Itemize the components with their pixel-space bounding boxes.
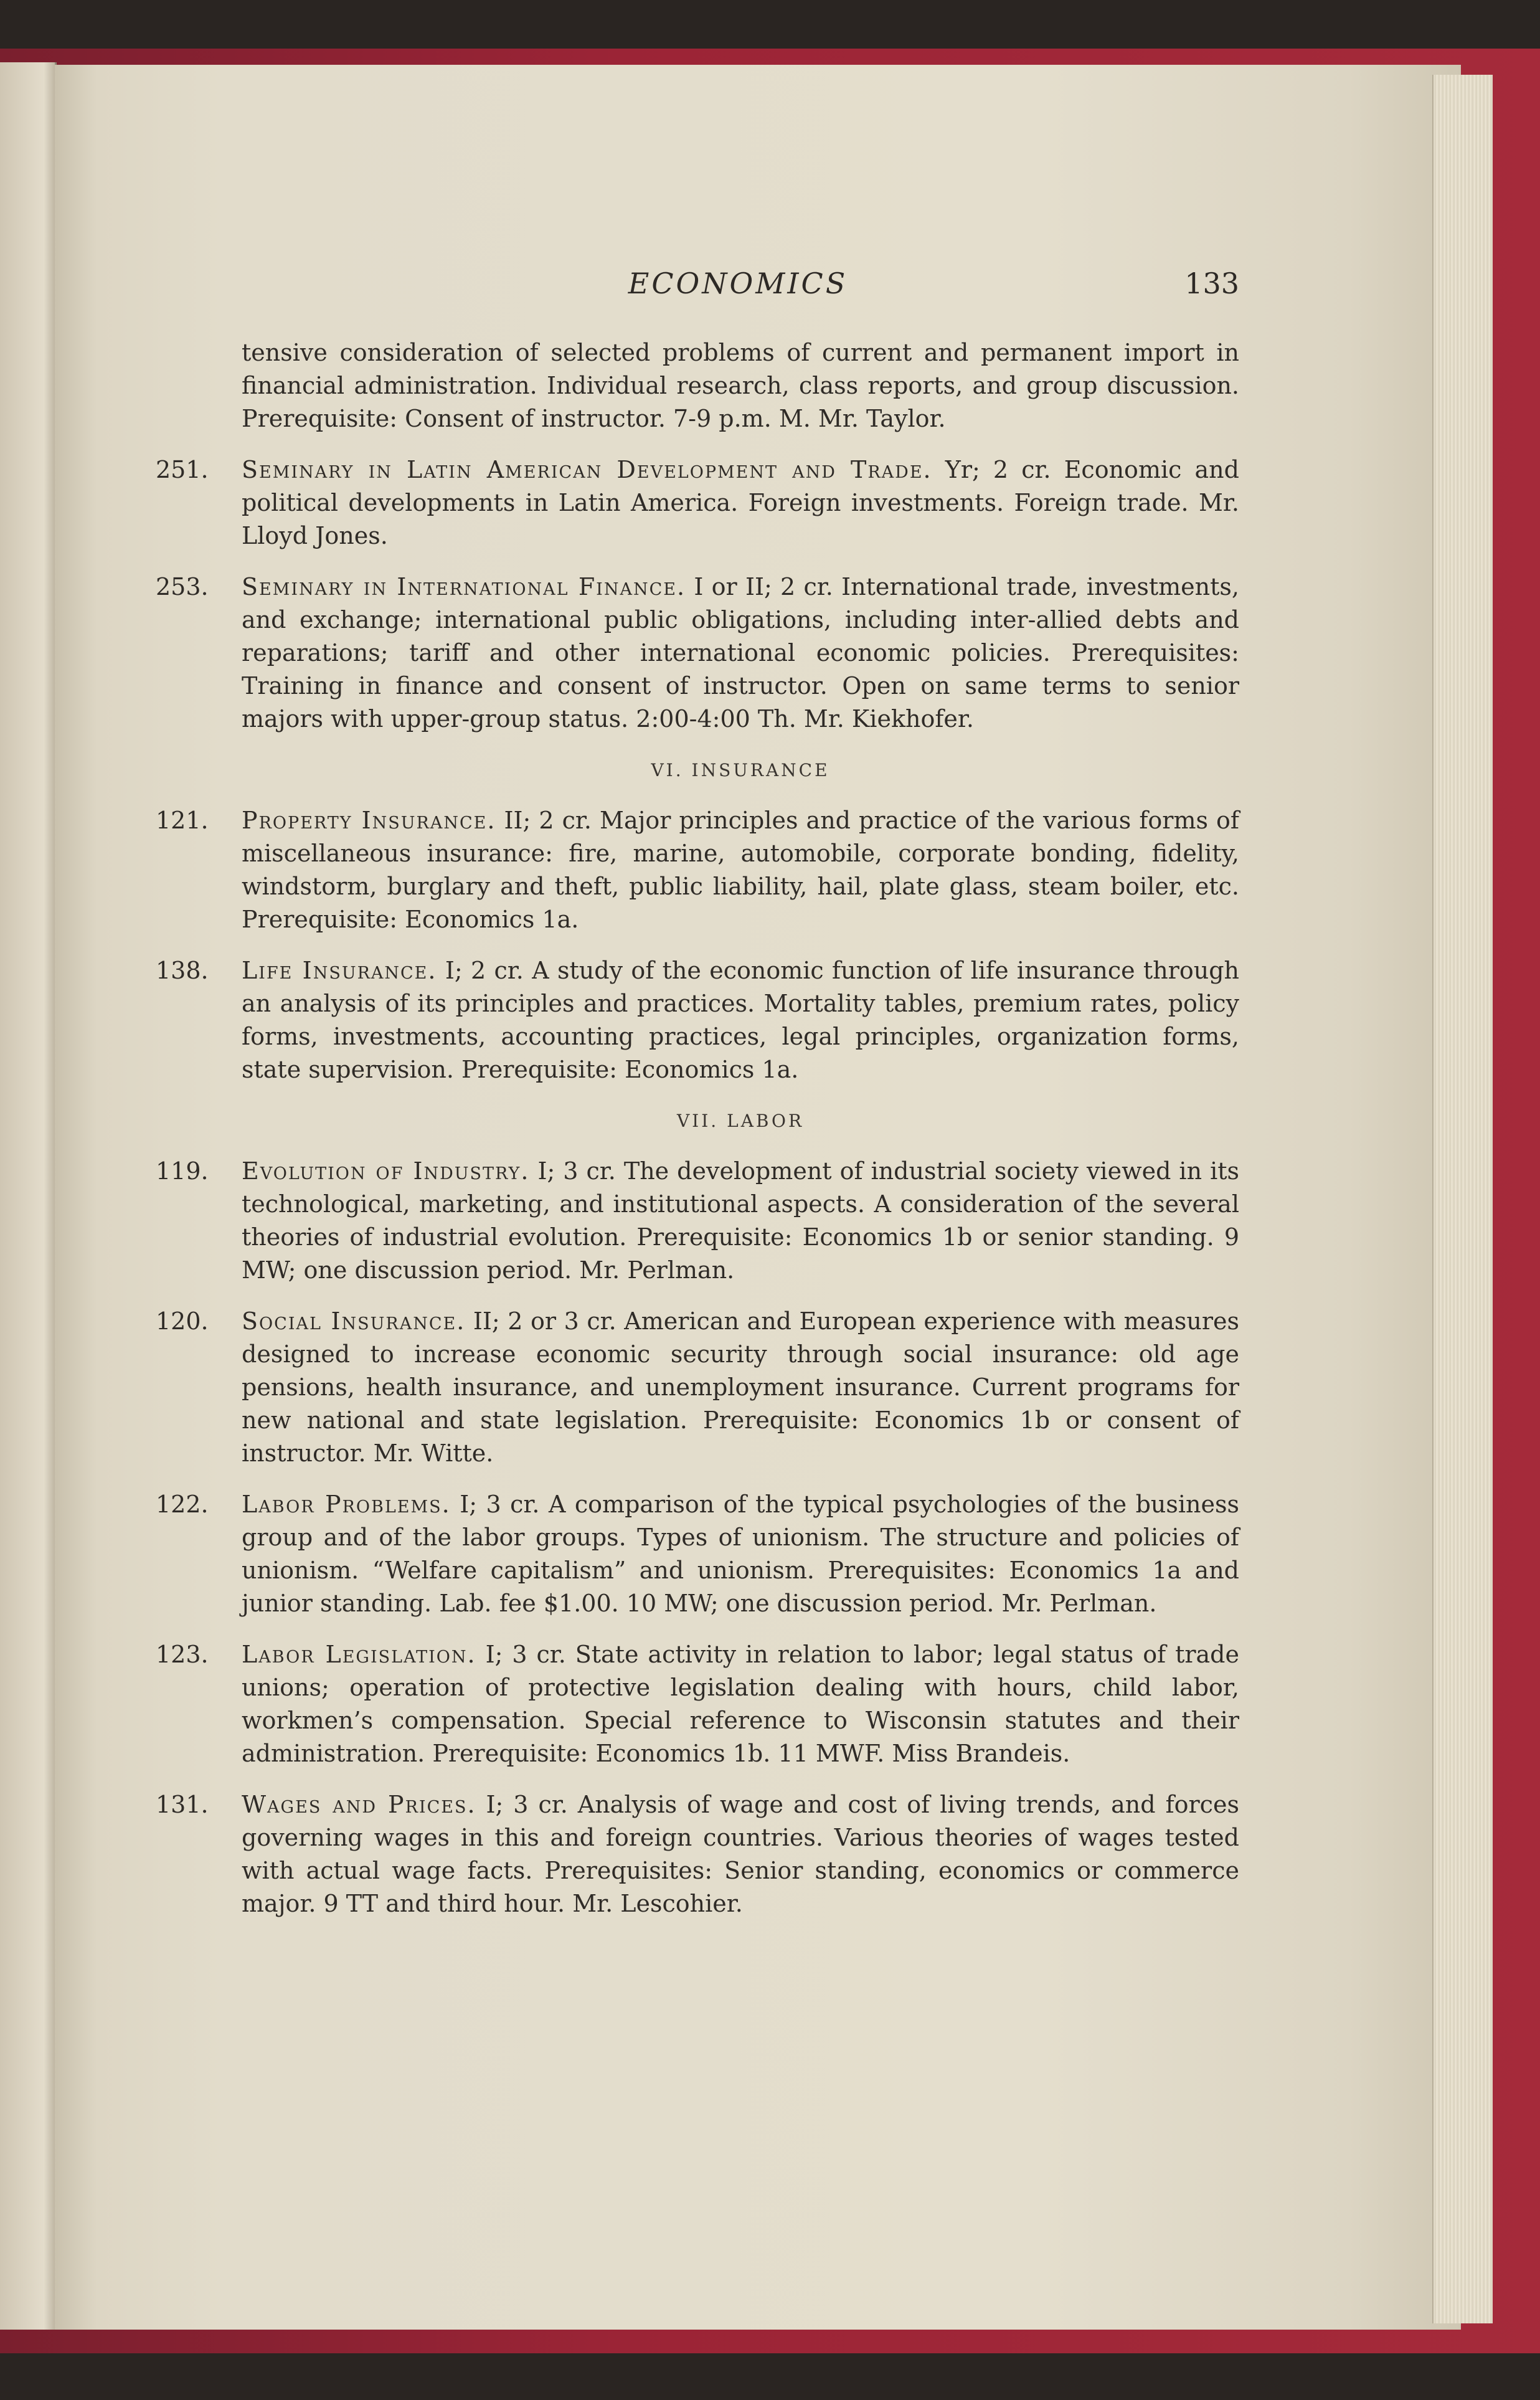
course-title: Social Insurance. xyxy=(242,1307,466,1335)
section-heading-labor: VII. LABOR xyxy=(676,1111,805,1131)
course-number: 120. xyxy=(156,1307,209,1335)
course-description: I; 2 cr. A study of the economic function of life insurance through an analysis of its principles and practices. Mortality tables, premium rates, policy forms, investments, accounting practices, legal principles, organization forms, state supervision. Prerequisite: Economics 1a. xyxy=(242,957,1239,1083)
course-entry xyxy=(156,804,1239,936)
course-number: 119. xyxy=(156,1157,209,1185)
course-entry xyxy=(156,1488,1239,1620)
page-number: 133 xyxy=(1184,267,1239,300)
course-title: Property Insurance. xyxy=(242,807,496,834)
course-entry xyxy=(156,1305,1239,1470)
continued-paragraph xyxy=(156,336,1239,435)
course-description: I; 3 cr. Analysis of wage and cost of living trends, and forces governing wages in this and foreign countries. Various theories of wages tested with actual wage facts. Prerequisites: Senior standing, economics or commerce major. 9 TT and third hour. Mr. Lescohier. xyxy=(242,1791,1239,1917)
course-number: 122. xyxy=(156,1491,209,1518)
course-entry xyxy=(156,1155,1239,1287)
running-header xyxy=(237,267,1239,304)
course-entry xyxy=(156,1638,1239,1770)
course-description: I; 3 cr. A comparison of the typical psychologies of the business group and of the labor groups. Types of unionism. The structure and policies of unionism. “Welfare capitalism” and unionism. Prerequisites: Economics 1a and junior standing. Lab. fee $1.00. 10 MW; one discussion period. Mr. Perlman. xyxy=(242,1491,1239,1617)
course-entry xyxy=(156,954,1239,1086)
course-description: I; 3 cr. State activity in relation to labor; legal status of trade unions; operation of protective legislation dealing with hours, child labor, workmen’s compensation. Special reference to Wisconsin statutes and their administration. Prerequisite: Economics 1b. 11 MWF. Miss Brandeis. xyxy=(242,1641,1239,1767)
course-number: 253. xyxy=(156,573,209,600)
course-number: 138. xyxy=(156,957,209,984)
page-fore-edge xyxy=(1432,75,1493,2323)
course-description: Yr; 2 cr. Economic and political developments in Latin America. Foreign investments. Foreign trade. Mr. Lloyd Jones. xyxy=(242,456,1239,549)
course-title: Labor Problems. xyxy=(242,1491,451,1518)
course-title: Life Insurance. xyxy=(242,957,437,984)
course-description: I or II; 2 cr. International trade, investments, and exchange; international public obligations, including inter-allied debts and reparations; tariff and other international economic policies. Prerequisites: Training in finance and consent of instructor. Open on same terms to senior majors with upper-group status. 2:00-4:00 Th. Mr. Kiekhofer. xyxy=(242,573,1239,733)
running-title: ECONOMICS xyxy=(628,267,848,300)
course-title: Evolution of Industry. xyxy=(242,1157,530,1185)
course-entry xyxy=(156,1788,1239,1920)
course-number: 123. xyxy=(156,1641,209,1668)
course-title: Labor Legislation. xyxy=(242,1641,476,1668)
section-heading-insurance: VI. INSURANCE xyxy=(651,760,830,780)
text-column xyxy=(156,336,1239,1938)
course-description: II; 2 cr. Major principles and practice of the various forms of miscellaneous insurance: fire, marine, automobile, corporate bonding, fidelity, windstorm, burglary and theft, public liability, hail, plate glass, steam boiler, etc. Prerequisite: Economics 1a. xyxy=(242,807,1239,933)
course-entry xyxy=(156,453,1239,553)
course-description: I; 3 cr. The development of industrial society viewed in its technological, marketing, and institutional aspects. A consideration of the several theories of industrial evolution. Prerequisite: Economics 1b or senior standing. 9 MW; one discussion period. Mr. Perlman. xyxy=(242,1157,1240,1284)
course-description: II; 2 or 3 cr. American and European experience with measures designed to increase economic security through social insurance: old age pensions, health insurance, and unemployment insurance. Current programs for new national and state legislation. Prerequisite: Economics 1b or consent of instructor. Mr. Witte. xyxy=(242,1307,1239,1467)
course-title: Wages and Prices. xyxy=(242,1791,476,1818)
course-title: Seminary in Latin American Development and Trade. xyxy=(242,456,932,483)
course-number: 251. xyxy=(156,456,209,483)
course-number: 131. xyxy=(156,1791,209,1818)
course-title: Seminary in International Finance. xyxy=(242,573,686,600)
facing-page-edge xyxy=(0,62,57,2330)
course-entry xyxy=(156,571,1239,736)
paragraph-text: tensive consideration of selected problems of current and permanent import in financial administration. Individual research, class reports, and group discussion. Prerequisite: Consent of instructor. 7-9 p.m. M. Mr. Taylor. xyxy=(242,339,1239,432)
course-number: 121. xyxy=(156,807,209,834)
